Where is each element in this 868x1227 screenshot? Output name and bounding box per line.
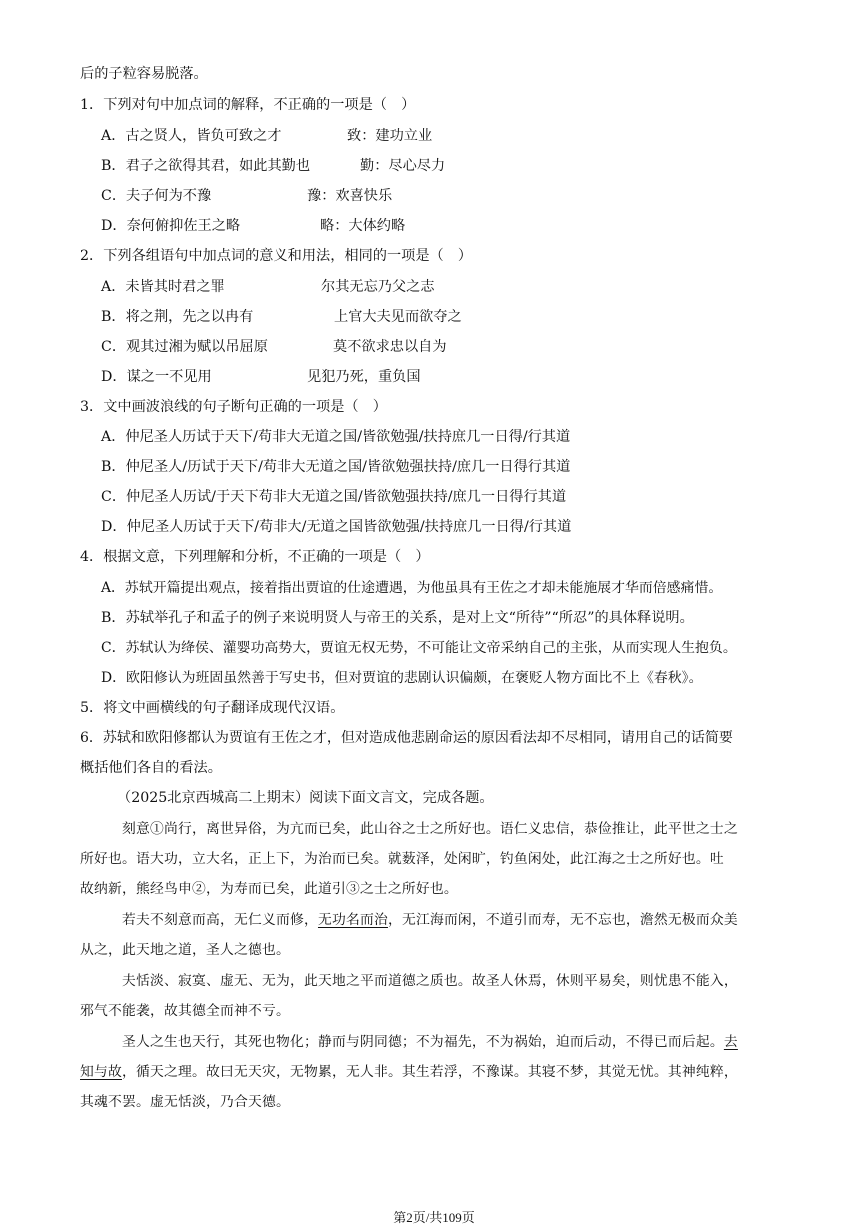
passage-p4-seg2: ，循天之理。故曰无天灾，无物累，无人非。其生若浮，不豫谋。其寝不梦，其觉无忧。其神纯粹， <box>122 1064 738 1080</box>
passage-p2-seg1: 若夫不刻意而高，无仁义而修， <box>122 912 318 928</box>
question-4-stem: 4．根据文意，下列理解和分析，不正确的一项是（ ） <box>80 549 430 565</box>
passage-p4-seg1: 圣人之生也天行，其死也物化；静而与阴同德；不为福先，不为祸始，迫而后动，不得已而后起。 <box>122 1034 724 1050</box>
q4-option-b: B．苏轼举孔子和孟子的例子来说明贤人与帝王的关系，是对上文“所待”“所忍”的具体释说明。 <box>101 610 694 626</box>
underlined-phrase-qu: 去 <box>723 1034 738 1050</box>
passage-p1-line3: 故纳新，熊经鸟申②，为寿而已矣，此道引③之士之所好也。 <box>80 881 458 897</box>
q2-option-c: C．观其过湘为赋以吊屈原 <box>101 339 268 355</box>
underlined-phrase-zhiyugu: 知与故 <box>80 1064 122 1080</box>
passage-p2-seg2: ，无江海而闲，不道引而寿，无不忘也，澹然无极而众美 <box>387 912 738 928</box>
passage-p4-line1 <box>122 1032 738 1052</box>
q1-option-d-gloss: 略：大体约略 <box>320 218 406 234</box>
q2-option-b-pair: 上官大夫见而欲夺之 <box>334 309 462 325</box>
q1-option-c: C．夫子何为不豫 <box>101 188 212 204</box>
q1-option-b: B．君子之欲得其君，如此其勤也 <box>101 158 311 174</box>
passage-p3-line2: 邪气不能袭，故其德全而神不亏。 <box>80 1003 290 1019</box>
q2-option-a: A．未皆其时君之罪 <box>101 279 225 295</box>
q2-option-a-pair: 尔其无忘乃父之志 <box>321 279 435 295</box>
question-3-stem: 3．文中画波浪线的句子断句正确的一项是（ ） <box>80 399 387 415</box>
q1-option-d: D．奈何俯抑佐王之略 <box>101 218 241 234</box>
passage-p4-line2 <box>80 1062 738 1082</box>
q2-option-d: D．谋之一不见用 <box>101 369 212 385</box>
intro-tail: 后的子粒容易脱落。 <box>80 66 208 82</box>
q2-option-c-pair: 莫不欲求忠以自为 <box>333 339 447 355</box>
q3-option-b: B．仲尼圣人/历试于天下/苟非大无道之国/皆欲勉强扶持/庶几一日得行其道 <box>101 459 571 475</box>
q1-option-c-gloss: 豫：欢喜快乐 <box>307 188 393 204</box>
q3-option-a: A．仲尼圣人历试于天下/苟非大无道之国/皆欲勉强/扶持庶几一日得/行其道 <box>101 429 571 445</box>
q2-option-b: B．将之荆，先之以冉有 <box>101 309 254 325</box>
q2-option-d-pair: 见犯乃死，重负国 <box>307 369 421 385</box>
q4-option-d: D．欧阳修认为班固虽然善于写史书，但对贾谊的悲剧认识偏颇，在褒贬人物方面比不上《春秋》。 <box>101 670 703 686</box>
question-2-stem: 2．下列各组语句中加点词的意义和用法，相同的一项是（ ） <box>80 248 473 264</box>
question-5-stem: 5．将文中画横线的句子翻译成现代汉语。 <box>80 700 345 716</box>
question-6-stem-line1: 6．苏轼和欧阳修都认为贾谊有王佐之才，但对造成他悲剧命运的原因看法却不尽相同，请用自己的话简要 <box>80 730 733 746</box>
passage-p1-line1: 刻意①尚行，离世异俗，为亢而已矣，此山谷之士之所好也。语仁义忠信，恭俭推让，此平世之士之 <box>122 821 738 837</box>
question-6-stem-line2: 概括他们各自的看法。 <box>80 760 222 776</box>
underlined-phrase-wugongming: 无功名而治 <box>317 912 388 928</box>
passage-p4-line3: 其魂不罢。虚无恬淡，乃合天德。 <box>80 1094 290 1110</box>
q3-option-d: D．仲尼圣人历试于天下/苟非大/无道之国皆欲勉强/扶持庶几一日得/行其道 <box>101 519 572 535</box>
passage-p1-line2: 所好也。语大功，立大名，正上下，为治而已矣。就薮泽，处闲旷，钓鱼闲处，此江海之士之所好也。吐 <box>80 851 724 867</box>
q4-option-a: A．苏轼开篇提出观点，接着指出贾谊的仕途遭遇，为他虽具有王佐之才却未能施展才华而倍感痛惜。 <box>101 580 723 596</box>
page-footer: 第2页/共109页 <box>393 1210 475 1225</box>
passage-p2-line2: 从之，此天地之道，圣人之德也。 <box>80 942 290 958</box>
q4-option-c: C．苏轼认为绛侯、灌婴功高势大，贾谊无权无势，不可能让文帝采纳自己的主张，从而实现人生抱负。 <box>101 640 737 656</box>
q1-option-a: A．古之贤人，皆负可致之才 <box>101 128 282 144</box>
passage-p2-line1 <box>122 910 738 930</box>
q1-option-b-gloss: 勤：尽心尽力 <box>360 158 446 174</box>
question-1-stem: 1．下列对句中加点词的解释，不正确的一项是（ ） <box>80 97 416 113</box>
q3-option-c: C．仲尼圣人历试/于天下苟非大无道之国/皆欲勉强扶持/庶几一日得行其道 <box>101 489 567 505</box>
q1-option-a-gloss: 致：建功立业 <box>347 128 433 144</box>
passage-heading: （2025北京西城高二上期末）阅读下面文言文，完成各题。 <box>117 790 494 806</box>
passage-p3-line1: 夫恬淡、寂寞、虚无、无为，此天地之平而道德之质也。故圣人休焉，休则平易矣，则忧患不能入， <box>122 973 738 989</box>
